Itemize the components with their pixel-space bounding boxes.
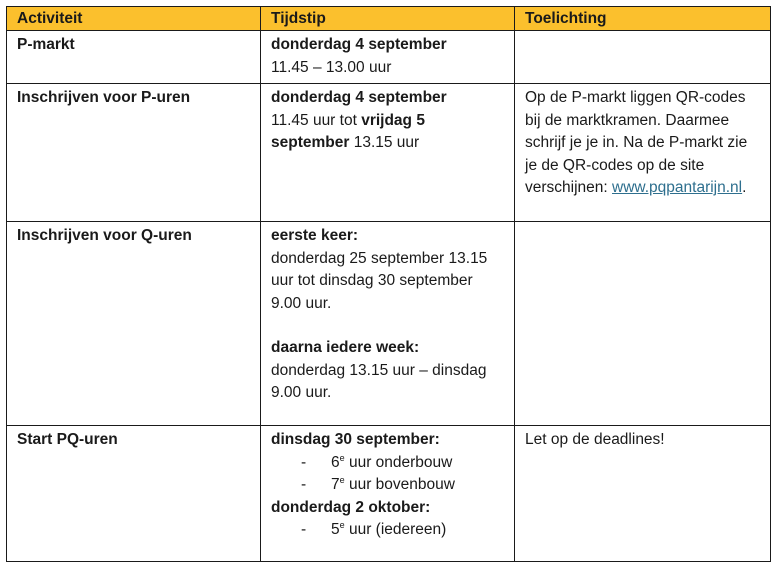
header-row	[7, 7, 771, 31]
time-text: 11.45 uur tot	[271, 111, 362, 129]
header-activiteit: Activiteit	[7, 7, 261, 31]
header-toelichting: Toelichting	[515, 7, 771, 31]
time-cell	[261, 426, 515, 562]
activity-cell: Start PQ-uren	[7, 426, 261, 562]
time-date: donderdag 4 september	[271, 36, 447, 53]
table-row	[7, 426, 771, 562]
list-item: - 6e uur onderbouw	[301, 452, 453, 471]
activity-cell: Inschrijven voor Q-uren	[7, 222, 261, 426]
time-cell	[261, 31, 515, 84]
activity-cell: Inschrijven voor P-uren	[7, 84, 261, 222]
time-cell	[261, 222, 515, 426]
weekly-text: donderdag 13.15 uur – dinsdag 9.00 uur.	[271, 361, 487, 401]
first-text: donderdag 25 september 13.15 uur tot dinsdag 30 september 9.00 uur.	[271, 249, 488, 312]
note-cell	[515, 31, 771, 84]
table-row	[7, 222, 771, 426]
table-row	[7, 31, 771, 84]
time-text: 13.15 uur	[349, 134, 420, 151]
table-row	[7, 84, 771, 222]
weekly-label: daarna iedere week:	[271, 339, 420, 356]
schedule-table	[6, 6, 771, 562]
note-text: Op de P-markt liggen QR-codes bij de marktkramen. Daarmee schrijf je je in. Na de P-markt zie je de QR-codes op de site verschijnen:	[525, 89, 748, 196]
list-item: - 7e uur bovenbouw	[301, 474, 455, 493]
time-date: donderdag 4 september	[271, 89, 447, 106]
time-cell	[261, 84, 515, 222]
time-range	[271, 110, 504, 155]
day1-label: dinsdag 30 september:	[271, 431, 440, 448]
day2-label: donderdag 2 oktober:	[271, 498, 431, 516]
header-tijdstip: Tijdstip	[261, 7, 515, 31]
note-cell: Let op de deadlines!	[515, 426, 771, 562]
first-label: eerste keer:	[271, 227, 359, 244]
time-date-end: vrijdag 5 september	[271, 111, 425, 151]
list-item: - 5e uur (iedereen)	[301, 519, 447, 538]
activity-cell: P-markt	[7, 31, 261, 84]
site-link[interactable]: www.pqpantarijn.nl	[612, 179, 743, 196]
note-end: .	[742, 179, 747, 196]
note-cell	[515, 84, 771, 222]
note-cell	[515, 222, 771, 426]
time-range: 11.45 – 13.00 uur	[271, 58, 392, 76]
